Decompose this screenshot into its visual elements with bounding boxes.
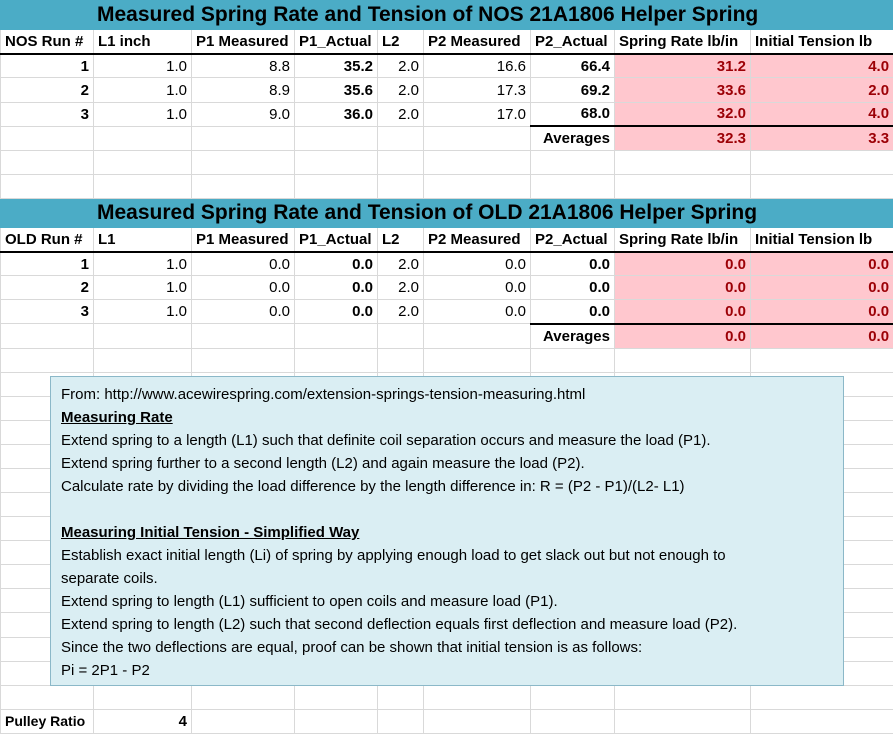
header-cell[interactable]: Initial Tension lb [751,228,893,252]
data-cell[interactable]: 0.0 [424,300,531,324]
empty-cell[interactable] [615,150,751,174]
header-cell[interactable]: Spring Rate lb/in [615,30,751,54]
data-cell[interactable]: 0.0 [192,252,295,276]
note-source: From: http://www.acewirespring.com/extension-springs-tension-measuring.html [61,386,586,403]
tension-cell[interactable]: 0.0 [751,276,893,300]
note-line: Pi = 2P1 - P2 [61,662,150,679]
empty-cell[interactable] [615,685,751,709]
empty-cell[interactable] [378,174,424,198]
run-cell[interactable]: 1 [1,54,94,78]
header-cell[interactable]: L1 [94,228,192,252]
note-line: Extend spring to a length (L1) such that definite coil separation occurs and measure the load (P1). [61,432,711,449]
data-cell[interactable]: 0.0 [295,252,378,276]
data-cell[interactable]: 1.0 [94,300,192,324]
empty-cell[interactable] [94,126,192,150]
empty-cell[interactable] [1,150,94,174]
empty-cell[interactable] [378,150,424,174]
header-cell[interactable]: P2 Measured [424,228,531,252]
empty-cell[interactable] [378,126,424,150]
run-cell[interactable]: 3 [1,102,94,126]
data-cell[interactable]: 1.0 [94,252,192,276]
empty-cell[interactable] [424,348,531,372]
empty-cell[interactable] [94,150,192,174]
note-textbox[interactable] [50,376,844,686]
empty-cell[interactable] [295,324,378,348]
data-cell[interactable]: 1.0 [94,102,192,126]
note-blank-line [61,498,833,521]
data-cell[interactable]: 8.9 [192,78,295,102]
data-cell[interactable]: 2.0 [378,54,424,78]
nos-title[interactable]: Measured Spring Rate and Tension of NOS 21A1806 Helper Spring [1,1,893,30]
empty-cell[interactable] [1,348,94,372]
tension-cell[interactable]: 2.0 [751,78,893,102]
empty-cell[interactable] [1,126,94,150]
data-cell[interactable]: 0.0 [531,276,615,300]
empty-cell[interactable] [295,126,378,150]
rate-cell[interactable]: 31.2 [615,54,751,78]
note-line: Extend spring to length (L1) sufficient to open coils and measure load (P1). [61,593,558,610]
empty-cell[interactable] [378,685,424,709]
empty-cell[interactable] [1,685,94,709]
rate-heading: Measuring Rate [61,409,173,426]
table-row [1,300,893,324]
data-cell[interactable]: 0.0 [424,252,531,276]
empty-cell[interactable] [295,174,378,198]
data-cell[interactable]: 1.0 [94,276,192,300]
run-cell[interactable]: 3 [1,300,94,324]
note-line: Establish exact initial length (Li) of spring by applying enough load to get slack out but not enough to [61,547,726,564]
empty-cell[interactable] [531,348,615,372]
data-cell[interactable]: 8.8 [192,54,295,78]
empty-cell[interactable] [192,126,295,150]
data-cell[interactable]: 35.2 [295,54,378,78]
empty-cell[interactable] [192,174,295,198]
empty-cell[interactable] [751,709,893,733]
nos-title-row [1,1,893,30]
table-row [1,78,893,102]
header-cell[interactable]: Spring Rate lb/in [615,228,751,252]
data-cell[interactable]: 16.6 [424,54,531,78]
data-cell[interactable]: 0.0 [192,300,295,324]
empty-cell[interactable] [615,709,751,733]
empty-cell[interactable] [531,174,615,198]
empty-cell[interactable] [295,348,378,372]
empty-cell[interactable] [531,709,615,733]
empty-cell[interactable] [378,709,424,733]
data-cell[interactable]: 68.0 [531,102,615,126]
empty-cell[interactable] [531,150,615,174]
avg-tension-cell[interactable]: 0.0 [751,324,893,348]
empty-cell[interactable] [192,324,295,348]
data-cell[interactable]: 1.0 [94,54,192,78]
data-cell[interactable]: 2.0 [378,276,424,300]
empty-cell[interactable] [295,709,378,733]
rate-cell[interactable]: 0.0 [615,300,751,324]
rate-cell[interactable]: 0.0 [615,276,751,300]
empty-row [1,348,893,372]
empty-cell[interactable] [295,150,378,174]
data-cell[interactable]: 9.0 [192,102,295,126]
avg-rate-cell[interactable]: 32.3 [615,126,751,150]
note-line: Calculate rate by dividing the load difference by the length difference in: R = (P2 - P1)/(L2- L1) [61,478,685,495]
header-cell[interactable]: P2_Actual [531,30,615,54]
pulley-ratio-label[interactable]: Pulley Ratio [1,709,94,733]
empty-cell[interactable] [424,709,531,733]
rate-cell[interactable]: 32.0 [615,102,751,126]
data-cell[interactable]: 0.0 [295,300,378,324]
empty-cell[interactable] [295,685,378,709]
averages-label[interactable]: Averages [531,324,615,348]
empty-row [1,174,893,198]
data-cell[interactable]: 0.0 [531,300,615,324]
empty-cell[interactable] [94,348,192,372]
empty-cell[interactable] [751,150,893,174]
tension-cell[interactable]: 0.0 [751,252,893,276]
data-cell[interactable]: 69.2 [531,78,615,102]
header-cell[interactable]: P2 Measured [424,30,531,54]
rate-cell[interactable]: 33.6 [615,78,751,102]
tension-cell[interactable]: 4.0 [751,54,893,78]
data-cell[interactable]: 2.0 [378,252,424,276]
rate-cell[interactable]: 0.0 [615,252,751,276]
data-cell[interactable]: 0.0 [192,276,295,300]
averages-row [1,126,893,150]
table-row [1,276,893,300]
empty-cell[interactable] [424,324,531,348]
empty-cell[interactable] [378,324,424,348]
table-row [1,102,893,126]
note-line: separate coils. [61,570,158,587]
empty-cell[interactable] [1,324,94,348]
old-title[interactable]: Measured Spring Rate and Tension of OLD 21A1806 Helper Spring [1,198,893,227]
old-title-row [1,198,893,227]
empty-cell[interactable] [424,126,531,150]
run-cell[interactable]: 2 [1,78,94,102]
empty-cell[interactable] [94,174,192,198]
empty-cell[interactable] [751,685,893,709]
empty-cell[interactable] [424,174,531,198]
data-cell[interactable]: 2.0 [378,102,424,126]
data-cell[interactable]: 17.3 [424,78,531,102]
data-cell[interactable]: 2.0 [378,300,424,324]
data-cell[interactable]: 35.6 [295,78,378,102]
avg-tension-cell[interactable]: 3.3 [751,126,893,150]
header-cell[interactable]: L1 inch [94,30,192,54]
run-cell[interactable]: 2 [1,276,94,300]
tension-cell[interactable]: 4.0 [751,102,893,126]
old-header-row [1,228,893,252]
empty-cell[interactable] [94,324,192,348]
empty-cell[interactable] [615,174,751,198]
header-cell[interactable]: P1 Measured [192,228,295,252]
empty-row [1,685,893,709]
header-cell[interactable]: L2 [378,30,424,54]
empty-cell[interactable] [192,150,295,174]
empty-cell[interactable] [192,685,295,709]
averages-label[interactable]: Averages [531,126,615,150]
data-cell[interactable]: 0.0 [295,276,378,300]
data-cell[interactable]: 0.0 [424,276,531,300]
run-cell[interactable]: 1 [1,252,94,276]
averages-row [1,324,893,348]
empty-cell[interactable] [192,709,295,733]
tension-cell[interactable]: 0.0 [751,300,893,324]
table-row [1,252,893,276]
data-cell[interactable]: 17.0 [424,102,531,126]
empty-cell[interactable] [1,174,94,198]
header-cell[interactable]: P1_Actual [295,30,378,54]
empty-cell[interactable] [424,685,531,709]
empty-cell[interactable] [424,150,531,174]
empty-row [1,150,893,174]
empty-cell[interactable] [615,348,751,372]
header-cell[interactable]: Initial Tension lb [751,30,893,54]
empty-cell[interactable] [531,685,615,709]
header-cell[interactable]: L2 [378,228,424,252]
pulley-ratio-value[interactable]: 4 [94,709,192,733]
data-cell[interactable]: 36.0 [295,102,378,126]
avg-rate-cell[interactable]: 0.0 [615,324,751,348]
data-cell[interactable]: 0.0 [531,252,615,276]
note-line: Extend spring to length (L2) such that second deflection equals first deflection and measure load (P2). [61,616,738,633]
pulley-row [1,709,893,733]
data-cell[interactable]: 1.0 [94,78,192,102]
empty-cell[interactable] [378,348,424,372]
empty-cell[interactable] [94,685,192,709]
header-cell[interactable]: P1_Actual [295,228,378,252]
note-line: Since the two deflections are equal, proof can be shown that initial tension is as follows: [61,639,643,656]
note-line: Extend spring further to a second length (L2) and again measure the load (P2). [61,455,585,472]
tension-heading: Measuring Initial Tension - Simplified Way [61,524,360,541]
empty-cell[interactable] [751,174,893,198]
empty-cell[interactable] [751,348,893,372]
header-cell[interactable]: OLD Run # [1,228,94,252]
table-row [1,54,893,78]
data-cell[interactable]: 66.4 [531,54,615,78]
header-cell[interactable]: P1 Measured [192,30,295,54]
nos-header-row [1,30,893,54]
header-cell[interactable]: NOS Run # [1,30,94,54]
header-cell[interactable]: P2_Actual [531,228,615,252]
data-cell[interactable]: 2.0 [378,78,424,102]
empty-cell[interactable] [192,348,295,372]
